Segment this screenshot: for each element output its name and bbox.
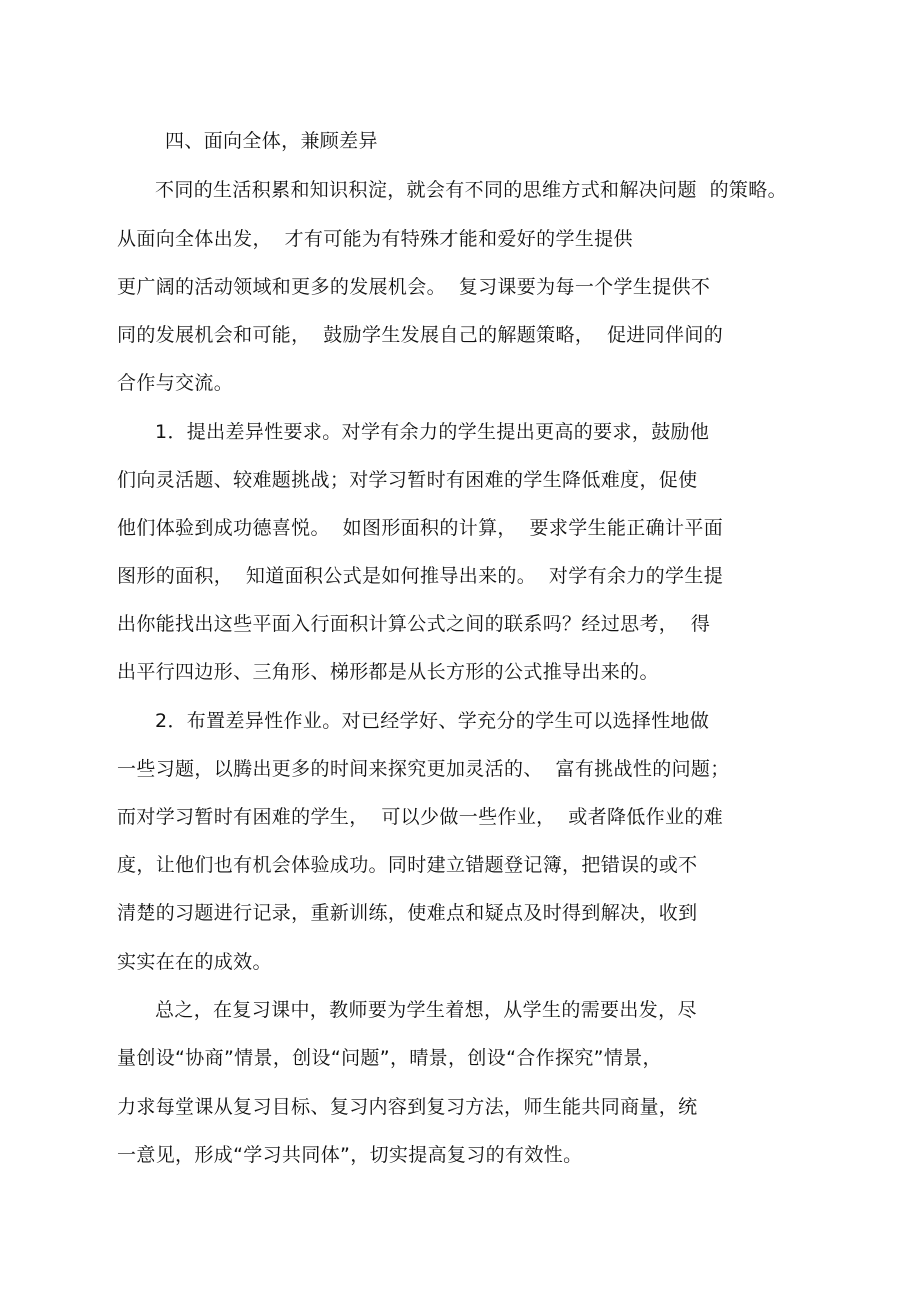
paragraph-2-line-6: 出平行四边形、三角形、梯形都是从长方形的公式推导出来的。 [117, 661, 659, 683]
paragraph-1-line-2: 从面向全体出发， 才有可能为有特殊才能和爱好的学生提供 [117, 228, 633, 250]
paragraph-2-line-2: 们向灵活题、较难题挑战；对学习暂时有困难的学生降低难度，促使 [117, 469, 698, 491]
paragraph-4-line-4: 一意见，形成“学习共同体”，切实提高复习的有效性。 [117, 1144, 583, 1166]
paragraph-3-line-2: 一些习题，以腾出更多的时间来探究更加灵活的、 富有挑战性的问题； [117, 758, 730, 780]
paragraph-2-line-4: 图形的面积， 知道面积公式是如何推导出来的。 对学有余力的学生提 [117, 565, 724, 587]
paragraph-3-line-1: 2．布置差异性作业。对已经学好、学充分的学生可以选择性地做 [155, 710, 710, 732]
paragraph-1-line-1: 不同的生活积累和知识积淀，就会有不同的思维方式和解决问题 的策略。 [155, 179, 787, 201]
section-heading: 四、面向全体，兼顾差异 [165, 130, 378, 152]
paragraph-1-line-4: 同的发展机会和可能， 鼓励学生发展自己的解题策略， 促进同伴间的 [117, 324, 724, 346]
paragraph-3-line-3: 而对学习暂时有困难的学生， 可以少做一些作业， 或者降低作业的难 [117, 806, 724, 828]
paragraph-1-line-3: 更广阔的活动领域和更多的发展机会。 复习课要为每一个学生提供不 [117, 276, 711, 298]
paragraph-4-line-3: 力求每堂课从复习目标、复习内容到复习方法，师生能共同商量，统 [117, 1096, 698, 1118]
paragraph-1-line-5: 合作与交流。 [117, 372, 234, 394]
paragraph-3-line-5: 清楚的习题进行记录，重新训练，使难点和疑点及时得到解决，收到 [117, 902, 698, 924]
paragraph-2-line-1: 1．提出差异性要求。对学有余力的学生提出更高的要求，鼓励他 [155, 421, 710, 443]
paragraph-2-line-3: 他们体验到成功德喜悦。 如图形面积的计算， 要求学生能正确计平面 [117, 517, 724, 539]
paragraph-4-line-1: 总之，在复习课中，教师要为学生着想，从学生的需要出发，尽 [155, 999, 697, 1021]
paragraph-4-line-2: 量创设“协商”情景，创设“问题”，晴景，创设“合作探究”情景， [117, 1047, 662, 1069]
paragraph-2-line-5: 出你能找出这些平面入行面积计算公式之间的联系吗？经过思考， 得 [117, 613, 711, 635]
paragraph-3-line-4: 度，让他们也有机会体验成功。同时建立错题登记簿，把错误的或不 [117, 854, 698, 876]
paragraph-3-line-6: 实实在在的成效。 [117, 951, 272, 973]
